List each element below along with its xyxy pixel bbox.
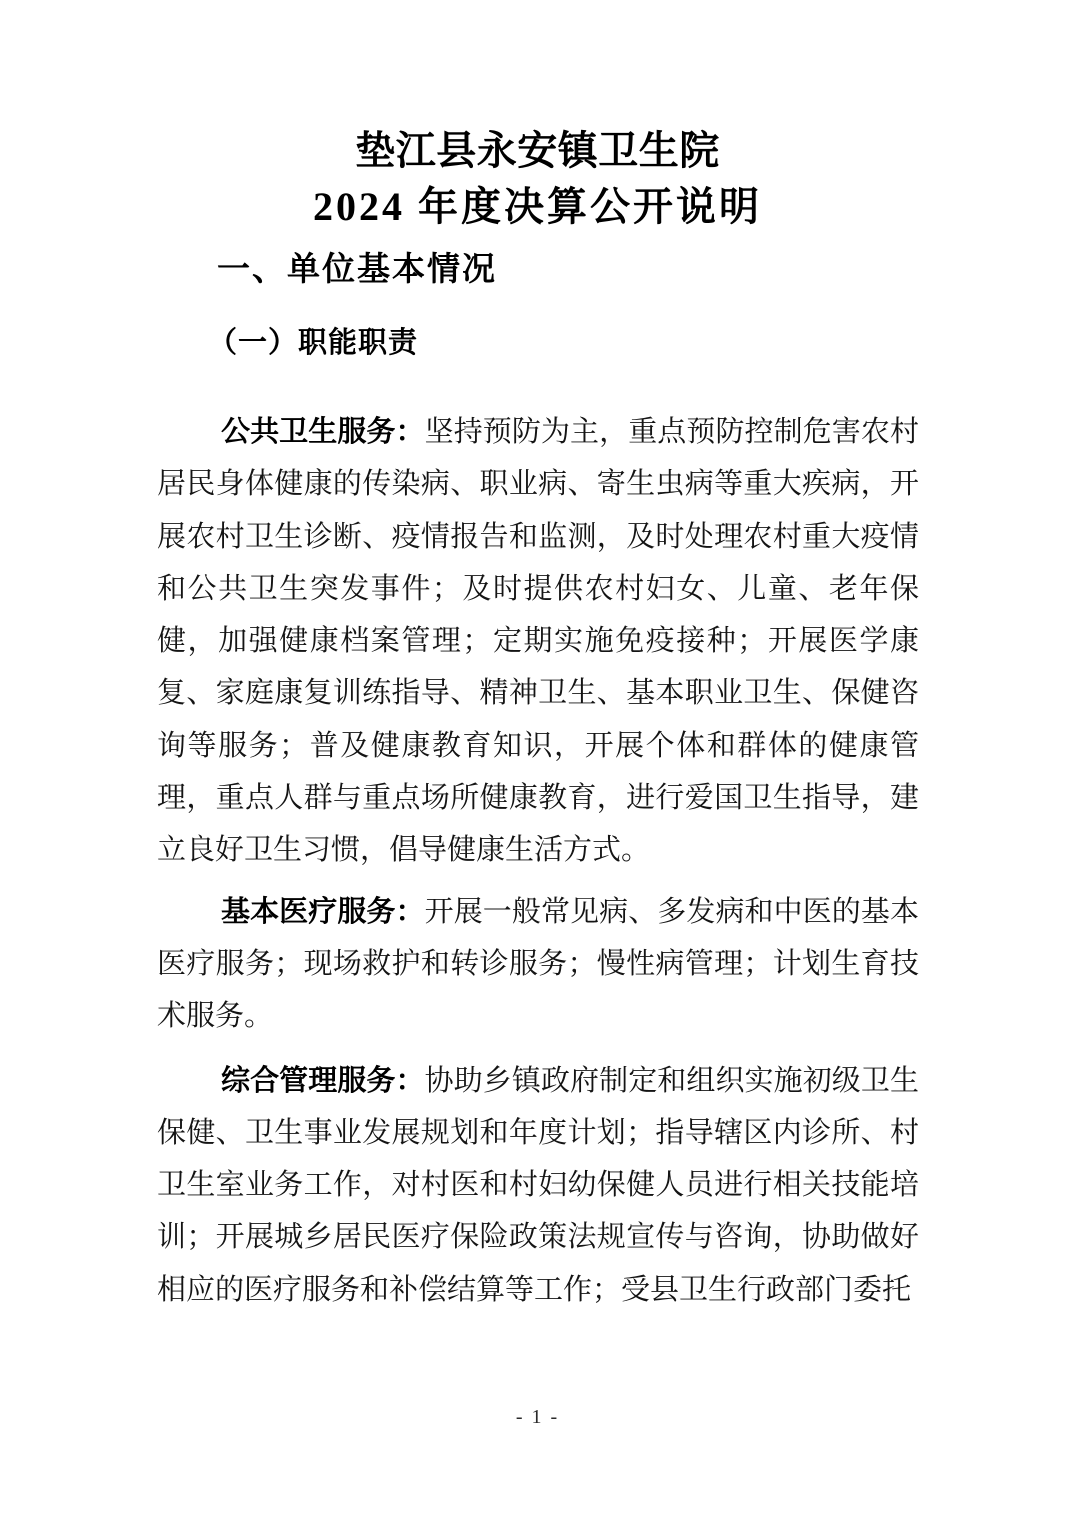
paragraph-lead-public-health: 公共卫生服务： [221, 416, 425, 448]
document-body [157, 406, 919, 1316]
page-number: - 1 - [515, 1406, 560, 1428]
paragraph-text-basic-medical: 开展一般常见病、多发病和中医的基本医疗服务；现场救护和转诊服务；慢性病管理；计划生育技术服务。 [157, 895, 919, 1033]
paragraph-lead-comprehensive-management: 综合管理服务： [221, 1064, 425, 1097]
paragraph-text-comprehensive-management: 协助乡镇政府制定和组织实施初级卫生保健、卫生事业发展规划和年度计划；指导辖区内诊所、村卫生室业务工作，对村医和村妇幼保健人员进行相关技能培训；开展城乡居民医疗保险政策法规宣传与咨询，协助做好相应的医疗服务和补偿结算等工作；受县卫生行政部门委托 [157, 1064, 919, 1306]
document-title-line1: 垫江县永安镇卫生院 [355, 128, 720, 173]
subsection-heading-functions-duties: （一）职能职责 [208, 327, 419, 359]
paragraph-lead-basic-medical: 基本医疗服务： [221, 895, 425, 928]
section-heading-basic-situation: 一、单位基本情况 [217, 250, 497, 287]
paragraph-text-public-health: 坚持预防为主，重点预防控制危害农村居民身体健康的传染病、职业病、寄生虫病等重大疾病，开展农村卫生诊断、疫情报告和监测，及时处理农村重大疫情和公共卫生突发事件；及时提供农村妇女、儿童、老年保健，加强健康档案管理；定期实施免疫接种；开展医学康复、家庭康复训练指导、精神卫生、基本职业卫生、保健咨询等服务；普及健康教育知识，开展个体和群体的健康管理，重点人群与重点场所健康教育，进行爱国卫生指导，建立良好卫生习惯，倡导健康生活方式。 [157, 416, 919, 867]
paragraph-comprehensive-management-services [157, 1055, 919, 1316]
document-title-line2: 2024 年度决算公开说明 [313, 184, 762, 229]
paragraph-basic-medical-services [157, 886, 919, 1043]
paragraph-public-health-services [157, 406, 919, 877]
